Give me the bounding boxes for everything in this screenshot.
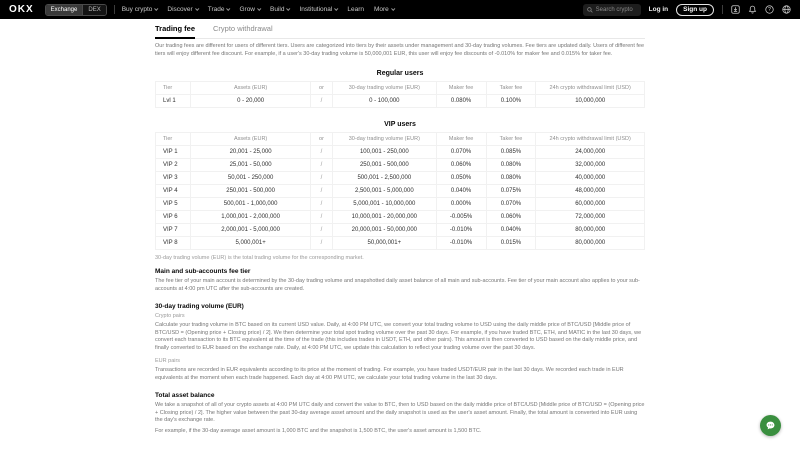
table-cell: / (311, 146, 333, 159)
chevron-down-icon (287, 7, 291, 11)
vip-users-table (155, 132, 645, 250)
nav-item-label: Trade (207, 6, 225, 13)
volume-heading: 30-day trading volume (EUR) (155, 303, 244, 310)
column-header: Assets (EUR) (191, 133, 311, 146)
column-header: 30-day trading volume (EUR) (333, 133, 437, 146)
total-asset-text: We take a snapshot of all of your crypto assets at 4:00 PM UTC daily and convert the value to BTC, then to USD based on the daily middle price of BTC/USD [Middle price of BTC/USD = (Opening price + Closing price) / 2]. The higher value between the past 30-day average asset amount and the daily snapshot is used as the user's asset amount. Finally, the total amount is converted into EUR using the day's exchange rate. (155, 402, 645, 423)
table-cell: 0.015% (486, 237, 536, 250)
table-row (156, 146, 645, 159)
nav-item-trade[interactable] (208, 6, 230, 13)
table-cell: / (311, 211, 333, 224)
table-cell: 25,001 - 50,000 (191, 159, 311, 172)
table-cell: 500,001 - 1,000,000 (191, 198, 311, 211)
table-cell: / (311, 185, 333, 198)
table-cell: 0.000% (436, 198, 486, 211)
table-cell: / (311, 159, 333, 172)
table-cell: 0.040% (436, 185, 486, 198)
table-cell: / (311, 237, 333, 250)
column-header: Taker fee (486, 82, 536, 95)
column-header: 30-day trading volume (EUR) (333, 82, 437, 95)
table-cell: 0.085% (486, 146, 536, 159)
vip-users-title: VIP users (384, 121, 416, 128)
table-cell: 0.050% (436, 172, 486, 185)
table-row (156, 185, 645, 198)
table-row (156, 95, 645, 108)
top-nav (0, 0, 800, 19)
support-chat-button[interactable] (760, 415, 781, 436)
table-cell: 0.080% (486, 159, 536, 172)
nav-item-label: Build (270, 6, 285, 13)
login-link[interactable]: Log in (648, 6, 669, 13)
column-header: 24h crypto withdrawal limit (USD) (536, 133, 645, 146)
table-cell: 24,000,000 (536, 146, 645, 159)
nav-item-label: Learn (347, 6, 364, 13)
table-row (156, 211, 645, 224)
table-cell: -0.005% (436, 211, 486, 224)
nav-item-label: Grow (239, 6, 255, 13)
column-header: Tier (156, 133, 191, 146)
chevron-down-icon (391, 7, 395, 11)
exchange-dex-toggle (45, 4, 107, 16)
main-sub-accounts-heading: Main and sub-accounts fee tier (155, 268, 251, 275)
language-globe-icon[interactable] (782, 5, 791, 14)
total-asset-heading: Total asset balance (155, 392, 215, 399)
table-cell: 20,001 - 25,000 (191, 146, 311, 159)
nav-item-label: Discover (167, 6, 193, 13)
table-cell: VIP 3 (156, 172, 191, 185)
intro-text: Our trading fees are different for users of different tiers. Users are categorized into tiers by their assets under management and 30-day trading volumes. Fee tiers are updated daily. Users of different fee tiers will enjoy different fee discount. For example, if a user's 30-day trading volume is 50,000,001 EUR, this user will enjoy fee discounts of -0.010% for maker fee and 0.015% for taker fee. (155, 43, 645, 57)
chevron-down-icon (257, 7, 261, 11)
table-cell: VIP 6 (156, 211, 191, 224)
nav-item-buy-crypto[interactable] (122, 6, 158, 13)
chevron-down-icon (195, 7, 199, 11)
nav-item-label: Institutional (299, 6, 333, 13)
column-header: or (311, 133, 333, 146)
table-cell: 2,500,001 - 5,000,000 (333, 185, 437, 198)
tab-crypto-withdrawal[interactable]: Crypto withdrawal (213, 24, 273, 33)
table-cell: VIP 7 (156, 224, 191, 237)
exchange-toggle-button[interactable]: Exchange (46, 5, 83, 15)
eur-pairs-text: Transactions are recorded in EUR equivalents according to its price at the moment of trading. For example, you have traded USDT/EUR pair in the last 30 days. We recorded each trade in EUR equivalents at the moment when each trade happened. Each day at 4:00 PM UTC, we calculate your total trading volume in the last 30 days. (155, 367, 624, 381)
table-cell: 50,001 - 250,000 (191, 172, 311, 185)
primary-nav (122, 6, 394, 13)
table-cell: 48,000,000 (536, 185, 645, 198)
tab-bar (155, 19, 645, 39)
svg-text:?: ? (768, 7, 771, 14)
regular-users-title: Regular users (376, 70, 424, 77)
nav-item-grow[interactable] (239, 6, 260, 13)
table-cell: VIP 1 (156, 146, 191, 159)
nav-item-learn[interactable] (347, 6, 364, 13)
table-cell: 0.040% (486, 224, 536, 237)
nav-right (583, 4, 791, 16)
table-header-row (156, 133, 645, 146)
nav-item-label: More (373, 6, 389, 13)
table-cell: VIP 5 (156, 198, 191, 211)
table-row (156, 224, 645, 237)
regular-users-table (155, 81, 645, 108)
total-asset-example-text: For example, if the 30-day average asset amount is 1,000 BTC and the snapshot is 1,500 BTC, the user's asset amount is 1,500 BTC. (155, 427, 482, 434)
table-cell: 72,000,000 (536, 211, 645, 224)
table-cell: VIP 2 (156, 159, 191, 172)
table-cell: / (311, 224, 333, 237)
table-cell: 0.060% (486, 211, 536, 224)
search-icon (587, 7, 593, 13)
table-cell: -0.010% (436, 224, 486, 237)
column-header: Maker fee (436, 133, 486, 146)
nav-item-label: Buy crypto (121, 6, 153, 13)
table-cell: 5,000,001 - 10,000,000 (333, 198, 437, 211)
table-cell: 32,000,000 (536, 159, 645, 172)
table-cell: / (311, 172, 333, 185)
table-cell: 0.070% (436, 146, 486, 159)
fees-content (155, 19, 645, 435)
dex-toggle-button[interactable]: DEX (82, 5, 105, 15)
table-row (156, 159, 645, 172)
download-app-icon[interactable] (731, 5, 740, 14)
table-cell: / (311, 198, 333, 211)
nav-divider (722, 5, 723, 14)
table-cell: 250,001 - 500,000 (333, 159, 437, 172)
table-cell: / (311, 95, 333, 108)
chevron-down-icon (334, 7, 338, 11)
table-cell: 40,000,000 (536, 172, 645, 185)
main-sub-accounts-text: The fee tier of your main account is determined by the 30-day trading volume and snapshotted daily asset balance of all main and sub-accounts. Fee tier of your main account also applies to your sub-accounts at 4:00 pm UTC after the sub-accounts are created. (155, 278, 640, 292)
table-cell: 0 - 20,000 (191, 95, 311, 108)
column-header: 24h crypto withdrawal limit (USD) (536, 82, 645, 95)
nav-item-institutional[interactable] (299, 6, 337, 13)
search-input[interactable] (583, 4, 641, 16)
table-cell: 20,000,001 - 50,000,000 (333, 224, 437, 237)
table-cell: 10,000,000 (536, 95, 645, 108)
table-cell: 0.100% (486, 95, 536, 108)
table-cell: 0 - 100,000 (333, 95, 437, 108)
table-cell: 5,000,001+ (191, 237, 311, 250)
table-header-row (156, 82, 645, 95)
column-header: Maker fee (436, 82, 486, 95)
nav-item-build[interactable] (270, 6, 289, 13)
search-placeholder: Search crypto (595, 6, 633, 13)
nav-divider (114, 5, 115, 14)
table-cell: 2,000,001 - 5,000,000 (191, 224, 311, 237)
table-cell: 1,000,001 - 2,000,000 (191, 211, 311, 224)
column-header: Assets (EUR) (191, 82, 311, 95)
table-row (156, 237, 645, 250)
table-cell: 0.080% (486, 172, 536, 185)
nav-item-discover[interactable] (167, 6, 197, 13)
okx-logo[interactable]: OKX (9, 4, 34, 15)
table-cell: 60,000,000 (536, 198, 645, 211)
notifications-bell-icon[interactable] (748, 5, 757, 14)
column-header: Taker fee (486, 133, 536, 146)
volume-footnote: 30-day trading volume (EUR) is the total trading volume for the corresponding market. (155, 255, 364, 261)
table-cell: 0.070% (486, 198, 536, 211)
table-cell: 10,000,001 - 20,000,000 (333, 211, 437, 224)
table-cell: 100,001 - 250,000 (333, 146, 437, 159)
signup-button[interactable]: Sign up (676, 4, 714, 16)
table-cell: VIP 4 (156, 185, 191, 198)
table-cell: 0.075% (486, 185, 536, 198)
table-row (156, 198, 645, 211)
table-cell: 50,000,001+ (333, 237, 437, 250)
table-cell: 250,001 - 500,000 (191, 185, 311, 198)
table-cell: 80,000,000 (536, 224, 645, 237)
table-row (156, 172, 645, 185)
help-icon[interactable] (765, 5, 774, 14)
chat-bubble-icon (765, 420, 776, 431)
table-cell: VIP 8 (156, 237, 191, 250)
nav-item-more[interactable] (374, 6, 394, 13)
tab-trading-fee[interactable]: Trading fee (155, 24, 195, 39)
table-cell: 500,001 - 2,500,000 (333, 172, 437, 185)
chevron-down-icon (155, 7, 159, 11)
column-header: or (311, 82, 333, 95)
eur-pairs-label: EUR pairs (155, 358, 181, 364)
column-header: Tier (156, 82, 191, 95)
table-cell: 0.080% (436, 95, 486, 108)
table-cell: Lvl 1 (156, 95, 191, 108)
chevron-down-icon (227, 7, 231, 11)
table-cell: -0.010% (436, 237, 486, 250)
crypto-pairs-label: Crypto pairs (155, 313, 185, 319)
crypto-pairs-text: Calculate your trading volume in BTC based on its current USD value. Daily, at 4:00 PM UTC, we convert your total trading volume to USD using the daily middle price of BTC/USD [Middle price of BTC/USD = (Opening price + Closing price) / 2]. We then determine your total spot trading volume over the past 30 days. For example, if you have traded BTC, ETH, and MATIC in the last 30 days, we convert each transaction to its BTC equivalent at the time of the trade (this includes trades in USDT, ETH, and other pairs). This amount is then converted to USD based on the daily middle price, and finally converted to EUR based on the exchange rate. Daily, at 4:00 PM UTC, we update this calculation to reflect your trading volume over the past 30 days. (155, 322, 642, 351)
table-cell: 0.060% (436, 159, 486, 172)
table-cell: 80,000,000 (536, 237, 645, 250)
